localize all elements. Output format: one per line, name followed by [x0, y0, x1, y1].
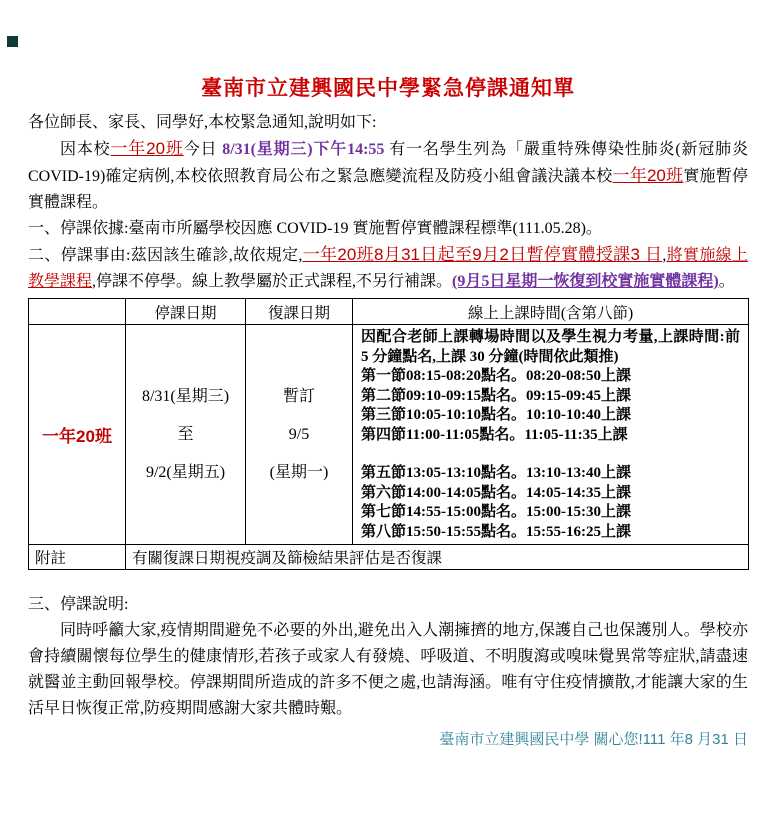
schedule-line: 第六節14:00-14:05點名。14:05-14:35上課 [361, 484, 631, 501]
reason-text: 。 [718, 273, 735, 290]
suspension-table [28, 298, 749, 570]
para-incident-text: 今日 [183, 141, 223, 158]
para-incident-text: 因本校 [60, 141, 111, 158]
suspend-date-cell [126, 325, 246, 545]
note-label-cell: 附註 [29, 545, 126, 570]
header-suspend-date: 停課日期 [126, 299, 246, 325]
reason-text: , [662, 247, 667, 264]
greeting-line: 各位師長、家長、同學好,本校緊急通知,說明如下: [28, 114, 377, 131]
header-online-time: 線上上課時間(含第八節) [353, 299, 749, 325]
schedule-line: 第三節10:05-10:10點名。10:10-10:40上課 [361, 407, 631, 423]
class-name-cell: 一年20班 [29, 325, 126, 545]
resume-date-highlight: (9月5日星期一恢復到校實施實體課程) [452, 273, 719, 290]
note-text-cell: 有關復課日期視疫調及篩檢結果評估是否復課 [126, 545, 749, 570]
reason-text: ,停課不停學。線上教學屬於正式課程,不另行補課。 [92, 273, 453, 290]
schedule-line: 第七節14:55-15:00點名。15:00-15:30上課 [361, 504, 631, 520]
class-highlight: 一年20班 [612, 166, 684, 185]
class-highlight: 一年20班 [110, 139, 184, 158]
item-suspension-basis: 一、停課依據:臺南市所屬學校因應 COVID-19 實施暫停實體課程標準(111.05.28)。 [28, 220, 602, 237]
schedule-intro: 因配合老師上課轉場時間以及學生視力考量,上課時間:前 5 分鐘點名,上課 30 分鐘(時間依此類推) [361, 329, 740, 365]
reason-text: 二、停課事由:茲因該生確診,故依規定, [28, 247, 303, 264]
para-incident-text: 有一名學生列為「嚴重特殊傳染性肺炎(新冠肺炎 COVID-19)確定病例,本校依照教育局公布之緊急應變流程及防疫小組會議決議本校 [28, 141, 748, 185]
online-course-highlight: 將實施線上教學課程 [28, 247, 748, 290]
corner-mark [7, 36, 18, 47]
header-class [29, 299, 126, 325]
schedule-line: 第四節11:00-11:05點名。11:05-11:35上課 [361, 426, 628, 443]
time-highlight: 8/31(星期三)下午14:55 [222, 141, 385, 158]
resume-date-line: 9/5 [288, 425, 310, 443]
notice-title: 臺南市立建興國民中學緊急停課通知單 [201, 76, 575, 100]
resume-date-line: (星期一) [269, 463, 329, 481]
resume-date-line: 暫訂 [282, 387, 315, 405]
schedule-cell [353, 325, 749, 545]
header-resume-date: 復課日期 [246, 299, 353, 325]
table-header-row [29, 299, 749, 325]
schedule-line: 第八節15:50-15:55點名。15:55-16:25上課 [361, 523, 631, 540]
para-incident [28, 136, 748, 216]
suspension-period-highlight: 一年20班8月31日起至9月2日暫停實體授課3 日 [302, 245, 663, 264]
school-signature: 臺南市立建興國民中學 關心您!111 年8 月31 日 [439, 731, 748, 748]
item-suspension-reason [28, 242, 748, 295]
para-incident-text: 實施暫停實體課程。 [28, 168, 748, 211]
section3-heading: 三、停課說明: [28, 596, 129, 613]
schedule-line: 第一節08:15-08:20點名。08:20-08:50上課 [361, 368, 631, 384]
schedule-line: 第五節13:05-13:10點名。13:10-13:40上課 [361, 465, 631, 481]
suspend-date-line: 9/2(星期五) [145, 463, 226, 481]
suspend-date-line: 8/31(星期三) [141, 387, 230, 405]
suspend-date-line: 至 [177, 425, 194, 443]
table-body-row [29, 325, 749, 545]
schedule-line: 第二節09:10-09:15點名。09:15-09:45上課 [361, 387, 631, 404]
section3-body: 同時呼籲大家,疫情期間避免不必要的外出,避免出入人潮擁擠的地方,保護自己也保護別人。學校亦會持續關懷每位學生的健康情形,若孩子或家人有發燒、呼吸道、不明腹瀉或嗅味覺異常等症狀,請盡速就醫並主動回報學校。停課期間所造成的許多不便之處,也請海涵。唯有守住疫情擴散,才能讓大家的生活早日恢復正常,防疫期間感謝大家共體時艱。 [28, 622, 748, 717]
resume-date-cell [246, 325, 353, 545]
table-note-row [29, 545, 749, 570]
